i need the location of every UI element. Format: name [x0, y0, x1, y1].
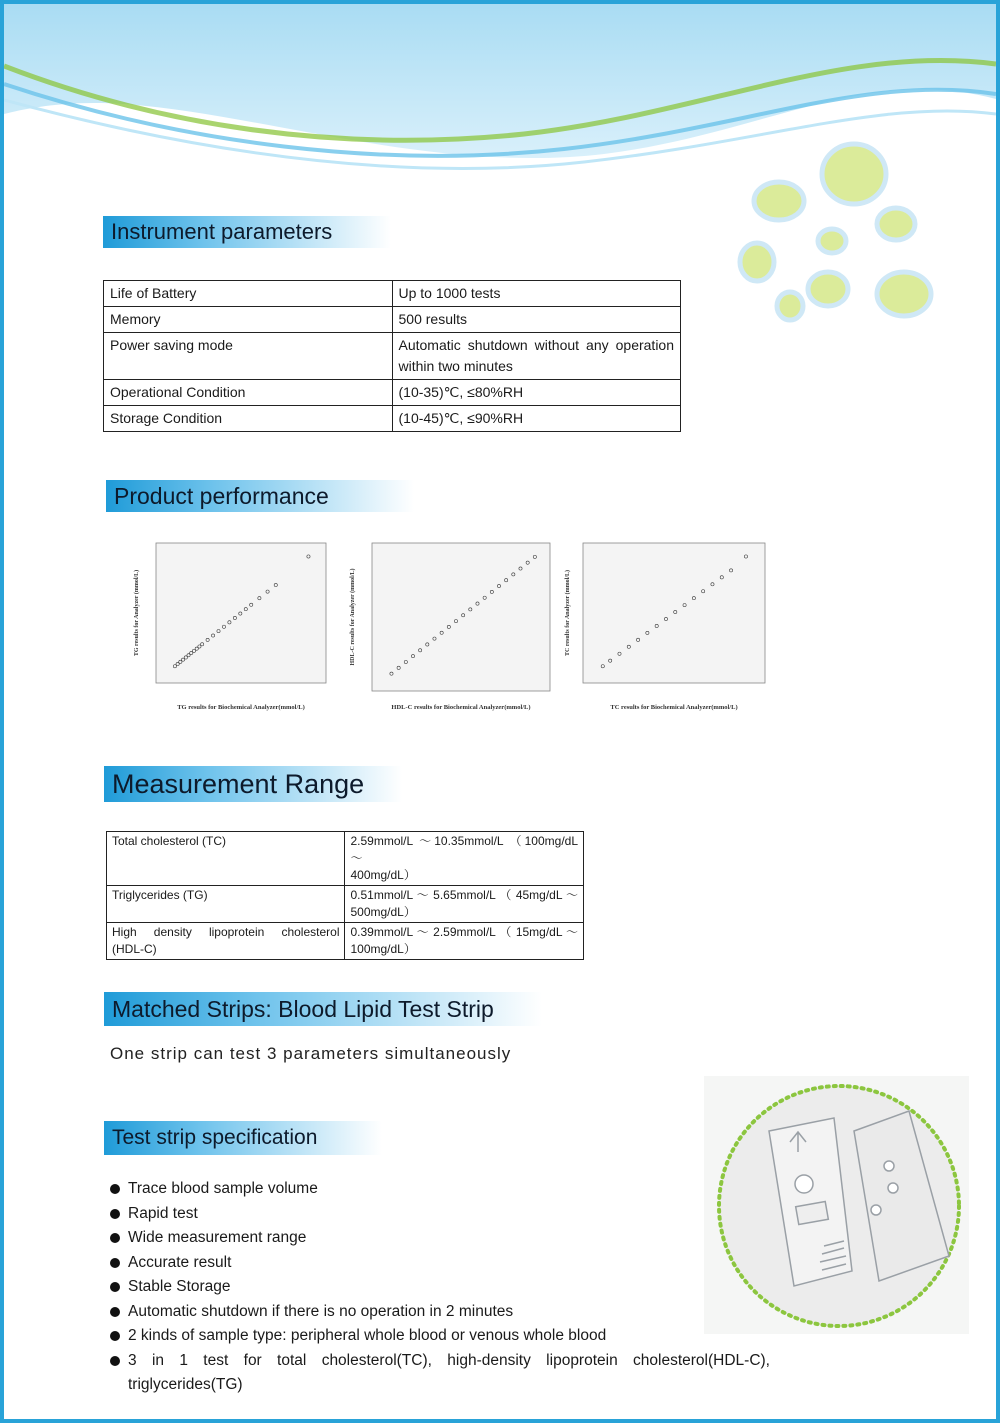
range-label: Total cholesterol (TC) — [107, 832, 345, 886]
param-label: Operational Condition — [104, 380, 393, 406]
hdl-scatter-chart — [342, 537, 556, 715]
y-axis-label: TG results for Analyzer (mmol/L) — [134, 569, 140, 657]
table-row — [104, 281, 681, 307]
list-item — [110, 1202, 770, 1227]
list-item-text: Accurate result — [128, 1253, 232, 1271]
list-item-text: 3 in 1 test for total cholesterol(TC), high-density lipoprotein cholesterol(HDL-C), — [128, 1351, 770, 1369]
range-label: Triglycerides (TG) — [107, 886, 345, 923]
table-row — [104, 406, 681, 432]
range-value-line: 100mg/dL） — [350, 942, 416, 956]
instrument-parameters-title — [103, 216, 391, 248]
param-value — [392, 333, 681, 380]
param-value-line: Automatic shutdown without any operation — [398, 337, 674, 353]
list-item-text: Wide measurement range — [128, 1229, 307, 1246]
specification-list — [110, 1177, 770, 1398]
bullet-icon — [110, 1209, 120, 1219]
param-value: Up to 1000 tests — [392, 281, 681, 307]
plot-area — [156, 543, 326, 683]
param-label: Power saving mode — [104, 333, 393, 380]
product-performance-title-text: Product performance — [114, 483, 329, 509]
list-item-text: 2 kinds of sample type: peripheral whole blood or venous whole blood — [128, 1327, 607, 1344]
bullet-icon — [110, 1282, 120, 1292]
measurement-range-table — [106, 831, 584, 960]
scatter-svg — [342, 537, 556, 715]
scatter-svg — [126, 537, 336, 715]
table-row — [104, 307, 681, 333]
list-item — [110, 1226, 770, 1251]
matched-strips-title-text: Matched Strips: Blood Lipid Test Strip — [112, 996, 494, 1022]
param-value: 500 results — [392, 307, 681, 333]
bullet-icon — [110, 1356, 120, 1366]
tc-scatter-chart — [557, 537, 767, 715]
test-strip-illustration — [704, 1076, 969, 1334]
bullet-icon — [110, 1307, 120, 1317]
strips-tagline: One strip can test 3 parameters simultaneously — [110, 1044, 512, 1063]
measurement-range-title-text: Measurement Range — [112, 769, 365, 799]
tg-scatter-chart — [126, 537, 336, 715]
matched-strips-title — [104, 992, 542, 1026]
range-value-line: 0.39mmol/L ～ 2.59mmol/L （ 15mg/dL ～ — [350, 925, 578, 939]
param-label: Life of Battery — [104, 281, 393, 307]
bubbles-decoration — [724, 139, 974, 329]
range-value — [345, 886, 584, 923]
list-item — [110, 1324, 770, 1349]
measurement-range-title — [104, 766, 402, 802]
list-item — [110, 1349, 770, 1398]
table-row — [104, 380, 681, 406]
range-label — [107, 923, 345, 960]
test-strip-specification-title-text: Test strip specification — [112, 1126, 318, 1149]
param-label: Memory — [104, 307, 393, 333]
y-axis-label: HDL-C results for Analyzer (mmol/L) — [350, 568, 356, 666]
bullet-icon — [110, 1258, 120, 1268]
range-label-line: High density lipoprotein cholesterol — [112, 925, 340, 939]
list-item-text: Automatic shutdown if there is no operation in 2 minutes — [128, 1302, 514, 1320]
param-value: (10-45)℃, ≤90%RH — [392, 406, 681, 432]
plot-area — [372, 543, 550, 691]
instrument-parameters-table — [103, 280, 681, 432]
x-axis-label: TG results for Biochemical Analyzer(mmol/L) — [177, 704, 305, 711]
y-axis-label: TC results for Analyzer (mmol/L) — [565, 570, 571, 656]
list-item-text: Rapid test — [128, 1204, 198, 1222]
list-item — [110, 1300, 770, 1325]
bullet-icon — [110, 1184, 120, 1194]
list-item — [110, 1275, 770, 1300]
x-axis-label: TC results for Biochemical Analyzer(mmol/L) — [610, 704, 738, 711]
list-item-text: triglycerides(TG) — [128, 1376, 243, 1393]
param-value-line: within two minutes — [398, 358, 513, 374]
list-item-text: Trace blood sample volume — [128, 1180, 318, 1197]
scatter-svg — [557, 537, 767, 715]
bullet-icon — [110, 1331, 120, 1341]
instrument-parameters-title-text: Instrument parameters — [111, 219, 333, 244]
table-row — [104, 333, 681, 380]
table-row — [107, 886, 584, 923]
test-strip-specification-title — [104, 1121, 382, 1155]
range-value — [345, 923, 584, 960]
bullet-icon — [110, 1233, 120, 1243]
x-axis-label: HDL-C results for Biochemical Analyzer(mmol/L) — [391, 704, 531, 711]
table-row — [107, 832, 584, 886]
range-value-line: 500mg/dL） — [350, 905, 416, 919]
range-value — [345, 832, 584, 886]
product-performance-title — [106, 480, 414, 512]
range-value-line: 400mg/dL） — [350, 868, 416, 882]
table-row — [107, 923, 584, 960]
range-value-line: 2.59mmol/L ～10.35mmol/L （100mg/dL ～ — [350, 834, 578, 865]
list-item — [110, 1177, 770, 1202]
param-value: (10-35)℃, ≤80%RH — [392, 380, 681, 406]
param-label: Storage Condition — [104, 406, 393, 432]
range-value-line: 0.51mmol/L ～ 5.65mmol/L （ 45mg/dL ～ — [350, 888, 578, 902]
range-label-line: (HDL-C) — [112, 942, 157, 956]
list-item-text: Stable Storage — [128, 1278, 231, 1295]
list-item — [110, 1251, 770, 1276]
